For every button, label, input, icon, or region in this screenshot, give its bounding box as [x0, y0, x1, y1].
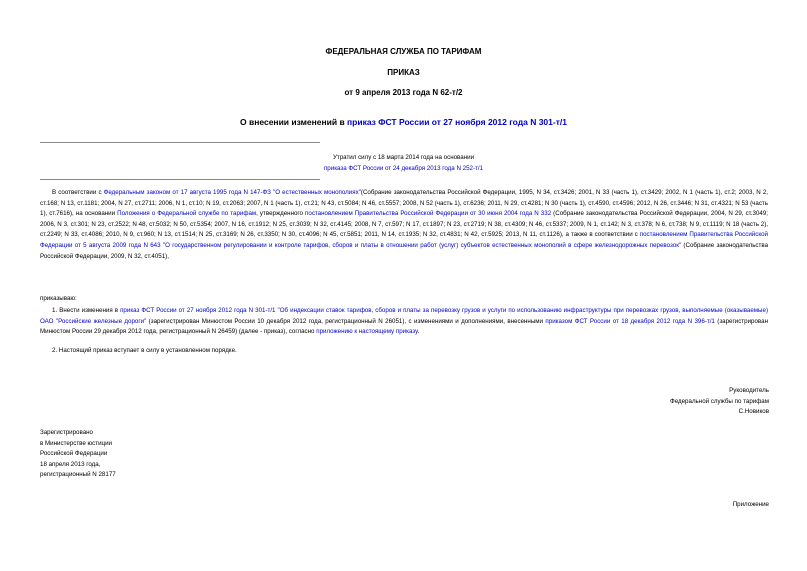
registration-block [40, 428, 116, 481]
link-federal-law[interactable]: Федеральным законом от 17 августа 1995 года N 147-ФЗ "О естественных монополиях" [103, 189, 361, 196]
validity-note-link[interactable]: приказа ФСТ России от 24 декабря 2013 года N 252-т/1 [323, 165, 484, 172]
preamble-text-2: (Собрание законодательства Российской Федерации, 1995, N 34, ст.3426; 2001, N 33 (часть 1), ст.3429; 2002, N 1 (часть 1), ст.2; 2003, N 2, ст.168; N 13, ст.1181; 2004, N 27, ст.2711; 2006, N 1, ст.10; N 19, ст.2063; 2007, N 1 (часть 1), ст.21; N 43, ст.5084; N 46, ст.5557; 2008, N 52 (часть 1), ст.6236; 2011, N 29, ст.4281; N 30 (часть 1), ст.4590, ст.4596; 2012, N 26, ст.3446; N 31, ст.4321; N 53 (часть 1), ст.7616), на основании [40, 189, 769, 218]
document-date: от 9 апреля 2013 года N 62-т/2 [344, 88, 463, 97]
document-title [0, 117, 807, 127]
link-government-decree-643[interactable]: постановлением Правительства Российской Федерации от 5 августа 2009 года N 643 "О государственном регулировании и контроле тарифов, сборов и платы в отношении работ (услуг) субъектов естественных монополий в сфере железнодорожных перевозок" [40, 231, 768, 249]
preamble-text-3: , утвержденного [256, 210, 306, 218]
registration-line-2: в Министерстве юстиции [40, 439, 113, 447]
agency-name: ФЕДЕРАЛЬНАЯ СЛУЖБА ПО ТАРИФАМ [325, 47, 482, 56]
order-word: приказываю: [40, 295, 77, 302]
validity-note [0, 152, 807, 174]
signature-agency: Федеральной службы по тарифам [670, 397, 769, 405]
title-link[interactable]: приказ ФСТ России от 27 ноября 2012 года N 301-т/1 [347, 117, 567, 127]
appendix-label: Приложение [732, 501, 769, 508]
item-1-paragraph [40, 306, 768, 338]
item-2-paragraph: 2. Настоящий приказ вступает в силу в установленном порядке. [52, 347, 237, 354]
registration-line-4: 18 апреля 2013 года, [40, 460, 101, 468]
link-order-396[interactable]: приказом ФСТ России от 18 декабря 2012 года N 396-т/1 [545, 317, 715, 325]
validity-note-text: Утратил силу с 18 марта 2014 года на основании [332, 154, 475, 161]
item1-text-4: . [417, 328, 420, 336]
preamble-paragraph [40, 188, 768, 262]
title-prefix: О внесении изменений в [240, 117, 348, 127]
item1-text-1: 1. Внести изменения в [52, 307, 121, 314]
signature-title: Руководитель [729, 387, 769, 394]
divider-bottom [40, 179, 320, 180]
item1-text-2: (зарегистрирован Минюстом России 10 декабря 2012 года, регистрационный N 26051), с изменениями и дополнениями, внесенными [146, 317, 546, 325]
link-government-decree-332[interactable]: постановлением Правительства Российской Федерации от 30 июня 2004 года N 332 [305, 210, 552, 218]
item1-text-3: (зарегистрирован Минюстом России 29 декабря 2012 года, регистрационный N 26459) (далее - приказ), согласно [40, 317, 768, 336]
link-order-301[interactable]: приказ ФСТ России от 27 ноября 2012 года N 301-т/1 "Об индексации ставок тарифов, сборов и платы за перевозку грузов и услуги по использованию инфраструктуры при перевозках грузов, выполняемые (оказываемые) ОАО "Российские железные дороги" [40, 307, 769, 325]
link-appendix[interactable]: приложению к настоящему приказу [316, 328, 418, 336]
preamble-text-1: В соответствии с [52, 189, 104, 196]
registration-line-1: Зарегистрировано [40, 429, 93, 436]
preamble-text-4: (Собрание законодательства Российской Федерации, 2004, N 29, ст.3049; 2006, N 3, ст.301; N 23, ст.2522; N 48, ст.5032; N 50, ст.5354; 2007, N 16, ст.1912; N 25, ст.3039; N 32, ст.4145; 2008, N 7, ст.597; N 17, ст.1897; N 23, ст.2719; N 38, ст.4309; N 46, ст.5337; 2009, N 1, ст.142; N 3, ст.378; N 6, ст.738; N 9, ст.1119; N 18 (часть 2), ст.2249; N 33, ст.4086; 2010, N 9, ст.960; N 13, ст.1514; N 25, ст.3169; N 26, ст.3350; N 30, ст.4096; N 45, ст.5851; 2011, N 14, ст.1935; N 32, ст.4831; N 42, ст.5925; 2013, N 11, ст.1126), а также в соответствии с [40, 210, 769, 239]
registration-line-3: Российской Федерации [40, 450, 108, 458]
link-fst-regulation[interactable]: Положения о Федеральной службе по тарифам [117, 210, 257, 218]
preamble-text-5: (Собрание законодательства Российской Федерации, 2009, N 32, ст.4051), [40, 241, 769, 260]
divider-top [40, 142, 320, 143]
document-type: ПРИКАЗ [387, 68, 420, 77]
registration-line-5: регистрационный N 28177 [40, 471, 116, 479]
signature-block [670, 386, 769, 418]
signature-name: С.Новиков [738, 408, 769, 416]
